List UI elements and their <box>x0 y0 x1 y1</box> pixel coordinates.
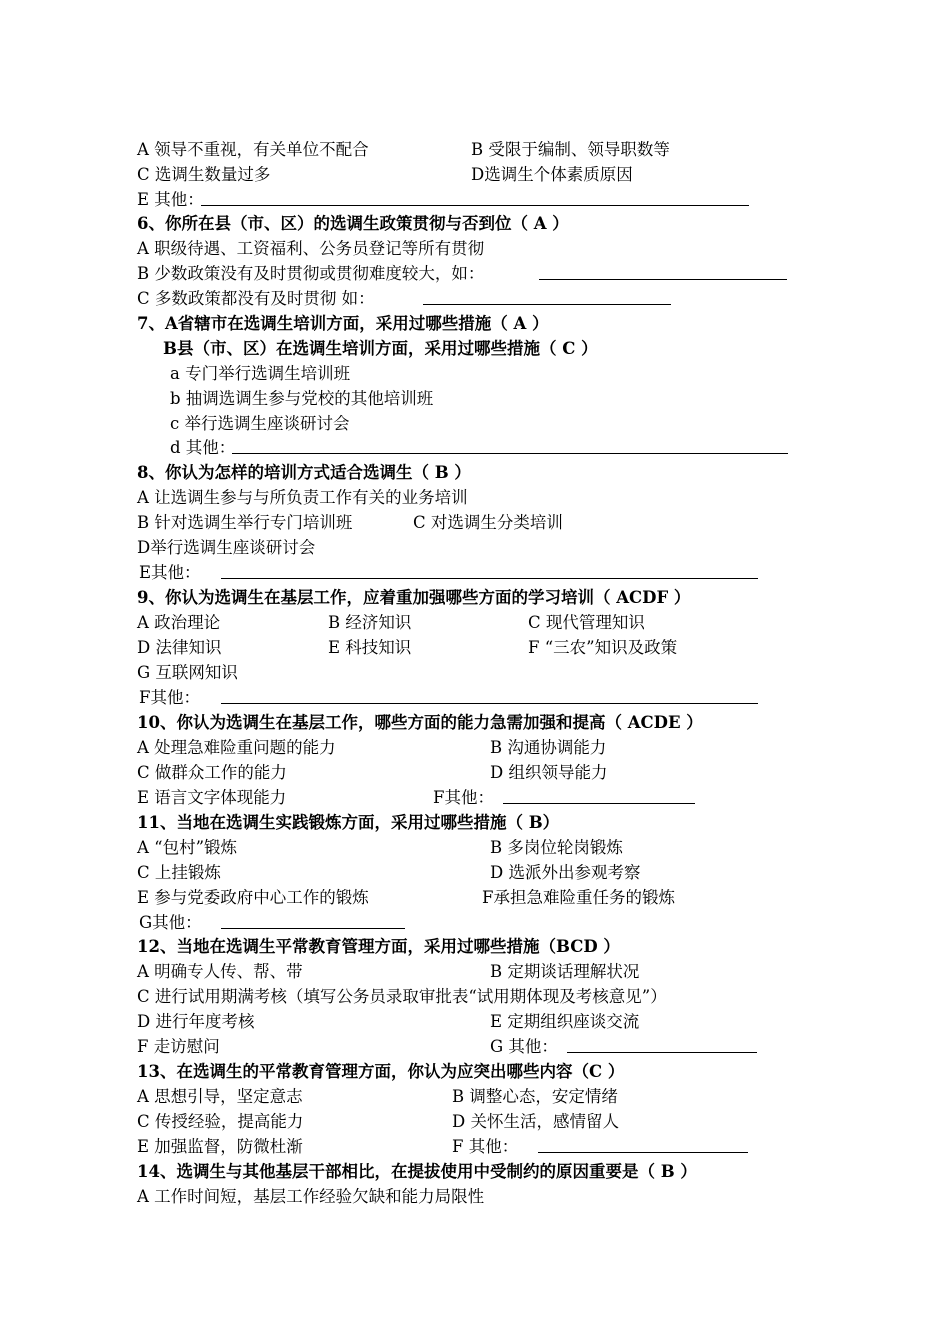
q12-option-d: D 进行年度考核 <box>137 1012 255 1031</box>
q12-option-g: G 其他： <box>490 1037 558 1056</box>
q7-option-b: b 抽调选调生参与党校的其他培训班 <box>170 389 434 408</box>
q10-option-f: F其他： <box>433 788 494 807</box>
q7-title-b: B县（市、区）在选调生培训方面，采用过哪些措施（ C ） <box>163 339 598 358</box>
q6-option-b-blank <box>539 279 787 280</box>
q12-option-c: C 进行试用期满考核（填写公务员录取审批表“试用期体现及考核意见”） <box>137 987 667 1006</box>
q12-option-b: B 定期谈话理解状况 <box>490 962 640 981</box>
q8-title: 8、你认为怎样的培训方式适合选调生（ B ） <box>137 463 471 482</box>
q13-option-f: F 其他： <box>452 1137 519 1156</box>
q8-other-blank <box>221 578 758 579</box>
q12-option-f: F 走访慰问 <box>137 1037 220 1056</box>
q12-other-blank <box>567 1052 757 1053</box>
q6-option-b-text: B 少数政策没有及时贯彻或贯彻难度较大，如： <box>137 264 485 283</box>
q9-option-a: A 政治理论 <box>137 613 221 632</box>
q11-option-g-text: G其他： <box>139 913 202 932</box>
q10-option-c: C 做群众工作的能力 <box>137 763 287 782</box>
q11-option-a: A “包村”锻炼 <box>137 838 238 857</box>
q11-option-e: E 参与党委政府中心工作的锻炼 <box>137 888 369 907</box>
q7-option-a: a 专门举行选调生培训班 <box>170 364 351 383</box>
q11-other-blank <box>221 928 405 929</box>
q9-title: 9、你认为选调生在基层工作，应着重加强哪些方面的学习培训（ ACDF ） <box>137 588 691 607</box>
q13-option-a: A 思想引导，坚定意志 <box>137 1087 303 1106</box>
q5-option-b: B 受限于编制、领导职数等 <box>471 140 670 159</box>
q5-option-d: D选调生个体素质原因 <box>471 165 633 184</box>
q5-option-e: E 其他： <box>137 190 204 209</box>
q11-option-c: C 上挂锻炼 <box>137 863 221 882</box>
q13-option-c: C 传授经验，提高能力 <box>137 1112 304 1131</box>
q9-option-e: E 科技知识 <box>328 638 412 657</box>
q10-option-e: E 语言文字体现能力 <box>137 788 287 807</box>
q6-option-a-text: A 职级待遇、工资福利、公务员登记等所有贯彻 <box>137 239 485 258</box>
q12-option-a: A 明确专人传、帮、带 <box>137 962 303 981</box>
q6-option-c-blank <box>423 304 671 305</box>
q6-title: 6、你所在县（市、区）的选调生政策贯彻与否到位（ A ） <box>137 214 569 233</box>
q13-option-e: E 加强监督，防微杜渐 <box>137 1137 303 1156</box>
q7-other-blank <box>232 453 788 454</box>
q12-title: 12、当地在选调生平常教育管理方面，采用过哪些措施（BCD ） <box>137 937 620 956</box>
q10-other-blank <box>503 803 695 804</box>
q9-option-d: D 法律知识 <box>137 638 222 657</box>
q12-option-e: E 定期组织座谈交流 <box>490 1012 640 1031</box>
q11-option-d: D 选派外出参观考察 <box>490 863 641 882</box>
q13-other-blank <box>538 1152 748 1153</box>
q8-option-d: D举行选调生座谈研讨会 <box>137 538 316 557</box>
q7-title-a: 7、A省辖市在选调生培训方面，采用过哪些措施（ A ） <box>137 314 549 333</box>
q5-option-a: A 领导不重视，有关单位不配合 <box>137 140 369 159</box>
q9-option-other-text: F其他： <box>139 688 200 707</box>
q13-option-d: D 关怀生活，感情留人 <box>452 1112 619 1131</box>
q14-option-a: A 工作时间短，基层工作经验欠缺和能力局限性 <box>137 1187 485 1206</box>
q13-title: 13、在选调生的平常教育管理方面，你认为应突出哪些内容（C ） <box>137 1062 625 1081</box>
q5-other-blank <box>201 205 749 206</box>
q9-option-c: C 现代管理知识 <box>528 613 645 632</box>
q9-option-g: G 互联网知识 <box>137 663 238 682</box>
q10-option-b: B 沟通协调能力 <box>490 738 607 757</box>
q11-option-b: B 多岗位轮岗锻炼 <box>490 838 623 857</box>
q13-option-b: B 调整心态，安定情绪 <box>452 1087 618 1106</box>
q5-option-c: C 选调生数量过多 <box>137 165 271 184</box>
q10-title: 10、你认为选调生在基层工作，哪些方面的能力急需加强和提高（ ACDE ） <box>137 713 703 732</box>
q8-option-a: A 让选调生参与与所负责工作有关的业务培训 <box>137 488 468 507</box>
q9-option-b: B 经济知识 <box>328 613 412 632</box>
q10-option-d: D 组织领导能力 <box>490 763 608 782</box>
q14-title: 14、选调生与其他基层干部相比，在提拔使用中受制约的原因重要是（ B ） <box>137 1162 697 1181</box>
q8-option-e-text: E其他： <box>139 563 201 582</box>
q8-option-b: B 针对选调生举行专门培训班 <box>137 513 353 532</box>
q10-option-a: A 处理急难险重问题的能力 <box>137 738 336 757</box>
q9-other-blank <box>221 703 758 704</box>
q7-option-d-text: d 其他： <box>170 438 236 457</box>
q9-option-f: F “三农”知识及政策 <box>528 638 678 657</box>
q8-option-c: C 对选调生分类培训 <box>413 513 563 532</box>
q7-option-c: c 举行选调生座谈研讨会 <box>170 414 350 433</box>
q6-option-c-text: C 多数政策都没有及时贯彻 如： <box>137 289 375 308</box>
q11-option-f: F承担急难险重任务的锻炼 <box>482 888 675 907</box>
q11-title: 11、当地在选调生实践锻炼方面，采用过哪些措施（ B） <box>137 813 560 832</box>
